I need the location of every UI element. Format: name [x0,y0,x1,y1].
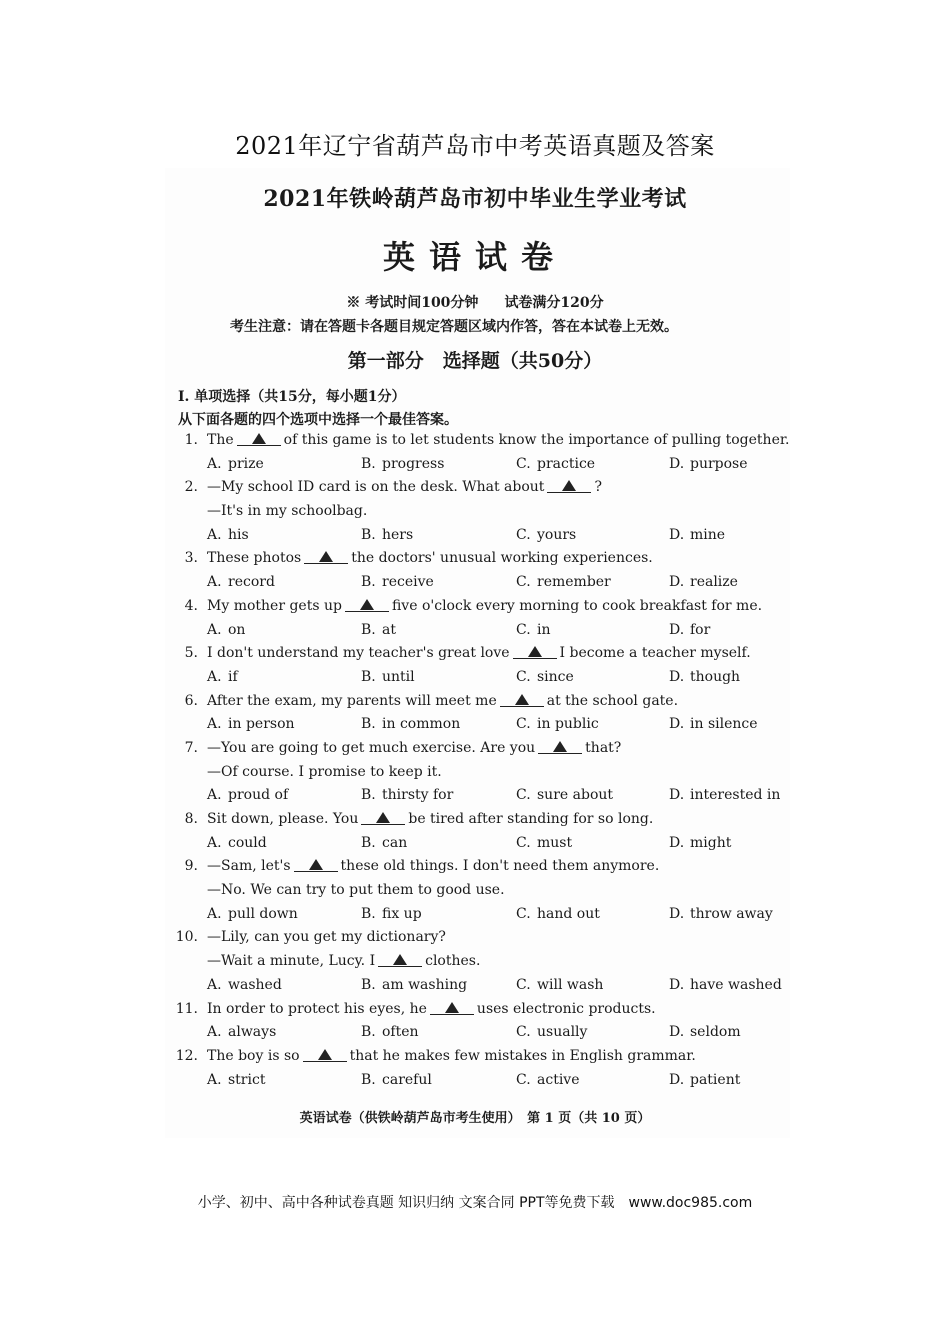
stem-text: —Of course. I promise to keep it. [207,763,442,780]
option-c [516,571,611,595]
option-letter: A. [207,574,222,591]
option-text: prize [228,455,264,472]
option-letter: B. [361,1024,376,1041]
option-letter: D. [669,1071,685,1088]
options-row [0,1021,950,1045]
option-text: at [382,621,396,638]
option-text: am washing [382,976,468,993]
option-d [669,571,738,595]
option-letter: C. [516,716,531,733]
option-text: pull down [228,905,298,922]
option-letter: C. [516,526,531,543]
question-line [0,595,950,619]
option-text: strict [228,1071,266,1088]
option-text: proud of [228,787,289,804]
stem-text-after-blank: of this game is to let students know the importance of pulling together. [283,432,790,448]
option-b [361,713,460,737]
stem-text: —No. We can try to put them to good use. [207,882,505,899]
option-text: progress [382,455,445,472]
option-c [516,903,600,927]
option-text: fix up [382,905,422,922]
option-d [669,903,773,927]
question-line [0,879,950,903]
option-text: often [382,1024,419,1041]
answer-blank-triangle-icon [361,808,405,825]
option-letter: D. [669,834,685,851]
question-stem [207,855,659,879]
stem-text-after-blank: I become a teacher myself. [559,645,751,662]
option-letter: C. [516,787,531,804]
option-text: must [537,834,573,851]
option-c [516,524,576,548]
option-letter: A. [207,621,222,638]
option-d [669,1021,741,1045]
option-text: throw away [690,905,773,922]
question-line [0,642,950,666]
question-number: 3. [184,550,198,567]
option-letter: C. [516,455,531,472]
option-text: since [537,668,574,685]
option-letter: B. [361,716,376,733]
option-letter: B. [361,976,376,993]
options-row [0,903,950,927]
question-line [0,429,950,453]
option-letter: D. [669,574,685,591]
option-text: on [228,621,246,638]
option-c [516,832,572,856]
option-text: in [537,621,551,638]
option-b [361,666,415,690]
question-stem [207,642,751,666]
option-d [669,1069,740,1093]
question-line [0,500,950,524]
option-letter: C. [516,905,531,922]
option-text: realize [690,574,738,591]
stem-text-before-blank: Sit down, please. You [207,811,359,827]
document-title: 2021年辽宁省葫芦岛市中考英语真题及答案 [235,132,715,160]
option-text: yours [537,526,577,543]
option-text: though [690,668,741,685]
question-number: 5. [184,645,198,662]
question-line [0,476,950,500]
option-a [207,974,282,998]
option-letter: D. [669,787,685,804]
option-text: in public [537,716,599,733]
option-b [361,453,444,477]
answer-blank-triangle-icon [345,595,389,612]
question-stem [207,429,789,453]
question-line [0,855,950,879]
exam-info [0,292,950,312]
option-a [207,903,298,927]
option-letter: B. [361,905,376,922]
paper-title: 英语试卷 [382,238,567,276]
question-line [0,1045,950,1069]
stem-text-before-blank: I don't understand my teacher's great love [207,645,510,662]
answer-blank-triangle-icon [304,547,348,564]
option-b [361,571,434,595]
question-number: 4. [184,597,198,614]
option-letter: D. [669,455,685,472]
option-letter: A. [207,526,222,543]
option-letter: B. [361,526,376,543]
answer-blank-triangle-icon [500,690,544,707]
option-letter: C. [516,574,531,591]
option-text: thirsty for [382,787,454,804]
question-stem [207,808,653,832]
site-footer: 小学、初中、高中各种试卷真题 知识归纳 文案合同 PPT等免费下载 www.doc985.com [197,1195,753,1211]
stem-text-after-blank: that he makes few mistakes in English grammar. [349,1047,696,1064]
option-text: for [690,621,711,638]
option-letter: C. [516,1024,531,1041]
option-letter: D. [669,668,685,685]
option-a [207,1021,276,1045]
page-footer: 英语试卷（供铁岭葫芦岛市考生使用） 第 1 页（共 10 页） [299,1111,651,1126]
answer-blank-triangle-icon [547,476,591,493]
option-letter: B. [361,621,376,638]
stem-text-before-blank: —Wait a minute, Lucy. I [207,953,376,970]
option-letter: A. [207,668,222,685]
option-text: will wash [537,976,604,993]
part-heading: Ⅰ. 单项选择（共15分，每小题1分） [178,389,406,405]
question-number: 6. [184,692,198,709]
question-line [0,950,950,974]
option-a [207,1069,265,1093]
option-letter: A. [207,976,222,993]
stem-text-after-blank: five o'clock every morning to cook breakfast for me. [391,597,763,614]
option-letter: A. [207,455,222,472]
answer-blank-triangle-icon [513,642,557,659]
options-row [0,571,950,595]
question-number: 7. [184,739,198,756]
option-letter: A. [207,1071,222,1088]
option-a [207,619,245,643]
option-letter: D. [669,976,685,993]
stem-text-after-blank: these old things. I don't need them anymore. [340,858,660,875]
option-c [516,974,603,998]
answer-blank-triangle-icon [538,737,582,754]
option-text: have washed [690,976,782,993]
question-stem [207,998,656,1022]
option-text: usually [537,1024,588,1041]
option-b [361,1069,432,1093]
option-text: might [690,834,732,851]
option-d [669,713,758,737]
option-a [207,784,288,808]
option-letter: C. [516,621,531,638]
option-c [516,713,599,737]
option-text: hand out [537,905,600,922]
option-text: could [228,834,267,851]
option-text: washed [228,976,282,993]
option-text: mine [690,526,726,543]
option-a [207,713,295,737]
option-d [669,974,782,998]
answer-blank-triangle-icon [378,950,422,967]
option-text: seldom [690,1024,741,1041]
question-stem [207,500,367,524]
option-letter: B. [361,787,376,804]
question-list [0,429,950,1092]
option-letter: A. [207,834,222,851]
stem-text-after-blank: clothes. [425,953,481,970]
answer-blank-triangle-icon [303,1045,347,1062]
option-letter: D. [669,526,685,543]
stem-text-after-blank: at the school gate. [546,692,679,709]
question-number: 9. [184,858,198,875]
option-a [207,571,275,595]
option-text: patient [690,1071,741,1088]
part-instruction: 从下面各题的四个选项中选择一个最佳答案。 [178,412,458,428]
option-b [361,619,396,643]
option-text: remember [537,574,611,591]
option-b [361,832,407,856]
stem-text-before-blank: The boy is so [207,1047,300,1064]
full-score: 试卷满分120分 [504,295,604,311]
question-stem [207,737,621,761]
option-text: hers [382,526,414,543]
option-letter: B. [361,834,376,851]
stem-text-before-blank: In order to protect his eyes, he [207,1000,427,1017]
options-row [0,524,950,548]
option-text: active [537,1071,580,1088]
question-stem [207,476,602,500]
option-d [669,524,725,548]
option-letter: B. [361,668,376,685]
option-c [516,1021,587,1045]
option-text: can [382,834,408,851]
question-stem [207,547,653,571]
option-text: sure about [537,787,614,804]
stem-text-after-blank: ? [594,479,602,496]
option-d [669,619,710,643]
question-line [0,998,950,1022]
option-a [207,524,249,548]
option-b [361,524,413,548]
option-text: always [228,1024,277,1041]
option-b [361,784,453,808]
stem-text-before-blank: These photos [207,550,302,567]
option-c [516,784,613,808]
answer-blank-triangle-icon [237,429,281,446]
question-line [0,690,950,714]
option-text: receive [382,574,434,591]
question-number: 10. [175,929,198,946]
option-b [361,1021,419,1045]
question-stem [207,690,678,714]
option-c [516,453,595,477]
question-number: 12. [175,1047,198,1064]
question-stem [207,950,480,974]
stem-text-before-blank: My mother gets up [207,597,342,614]
section-title: 第一部分 选择题（共50分） [347,350,603,372]
option-text: practice [537,455,596,472]
question-number: 11. [175,1000,198,1017]
question-number: 8. [184,811,198,827]
option-letter: B. [361,1071,376,1088]
options-row [0,784,950,808]
option-b [361,974,467,998]
option-b [361,903,422,927]
exam-time: ※ 考试时间100分钟 [346,295,479,311]
stem-text-before-blank: After the exam, my parents will meet me [207,692,497,709]
option-d [669,453,748,477]
stem-text-before-blank: —You are going to get much exercise. Are you [207,739,536,756]
option-letter: C. [516,668,531,685]
question-stem [207,1045,696,1069]
options-row [0,974,950,998]
option-text: until [382,668,415,685]
option-letter: D. [669,716,685,733]
option-letter: A. [207,787,222,804]
stem-text-after-blank: uses electronic products. [476,1000,656,1017]
option-d [669,666,740,690]
options-row [0,453,950,477]
stem-text: —It's in my schoolbag. [207,503,368,520]
question-stem [207,761,442,785]
option-letter: A. [207,1024,222,1041]
question-line [0,926,950,950]
option-d [669,784,780,808]
option-text: if [228,668,238,685]
options-row [0,832,950,856]
option-text: his [228,526,249,543]
option-text: careful [382,1071,432,1088]
question-line [0,547,950,571]
option-text: interested in [690,787,781,804]
question-line [0,808,950,832]
stem-text-after-blank: the doctors' unusual working experiences. [351,550,653,567]
question-number: 1. [184,432,198,448]
option-letter: B. [361,455,376,472]
question-line [0,761,950,785]
stem-text: —Lily, can you get my dictionary? [207,929,446,946]
option-letter: D. [669,1024,685,1041]
option-c [516,1069,580,1093]
stem-text-after-blank: be tired after standing for so long. [408,811,654,827]
candidate-notice: 考生注意：请在答题卡各题目规定答题区域内作答，答在本试卷上无效。 [230,319,678,335]
option-a [207,453,264,477]
option-text: purpose [690,455,748,472]
question-stem [207,926,446,950]
option-c [516,666,574,690]
options-row [0,619,950,643]
stem-text-after-blank: that? [585,739,622,756]
option-text: in person [228,716,295,733]
exam-title: 2021年铁岭葫芦岛市初中毕业生学业考试 [263,186,687,212]
question-line [0,737,950,761]
option-letter: C. [516,1071,531,1088]
answer-blank-triangle-icon [430,998,474,1015]
question-number: 2. [184,479,198,496]
option-letter: D. [669,905,685,922]
option-d [669,832,731,856]
option-c [516,619,551,643]
option-letter: B. [361,574,376,591]
option-text: record [228,574,275,591]
option-text: in silence [690,716,758,733]
option-letter: A. [207,905,222,922]
options-row [0,713,950,737]
answer-blank-triangle-icon [294,855,338,872]
option-a [207,832,267,856]
options-row [0,1069,950,1093]
options-row [0,666,950,690]
option-text: in common [382,716,461,733]
option-letter: A. [207,716,222,733]
option-letter: D. [669,621,685,638]
stem-text-before-blank: The [207,432,234,448]
option-letter: C. [516,976,531,993]
question-stem [207,595,762,619]
stem-text-before-blank: —My school ID card is on the desk. What about [207,479,545,496]
option-a [207,666,238,690]
stem-text-before-blank: —Sam, let's [207,858,291,875]
question-stem [207,879,505,903]
option-letter: C. [516,834,531,851]
